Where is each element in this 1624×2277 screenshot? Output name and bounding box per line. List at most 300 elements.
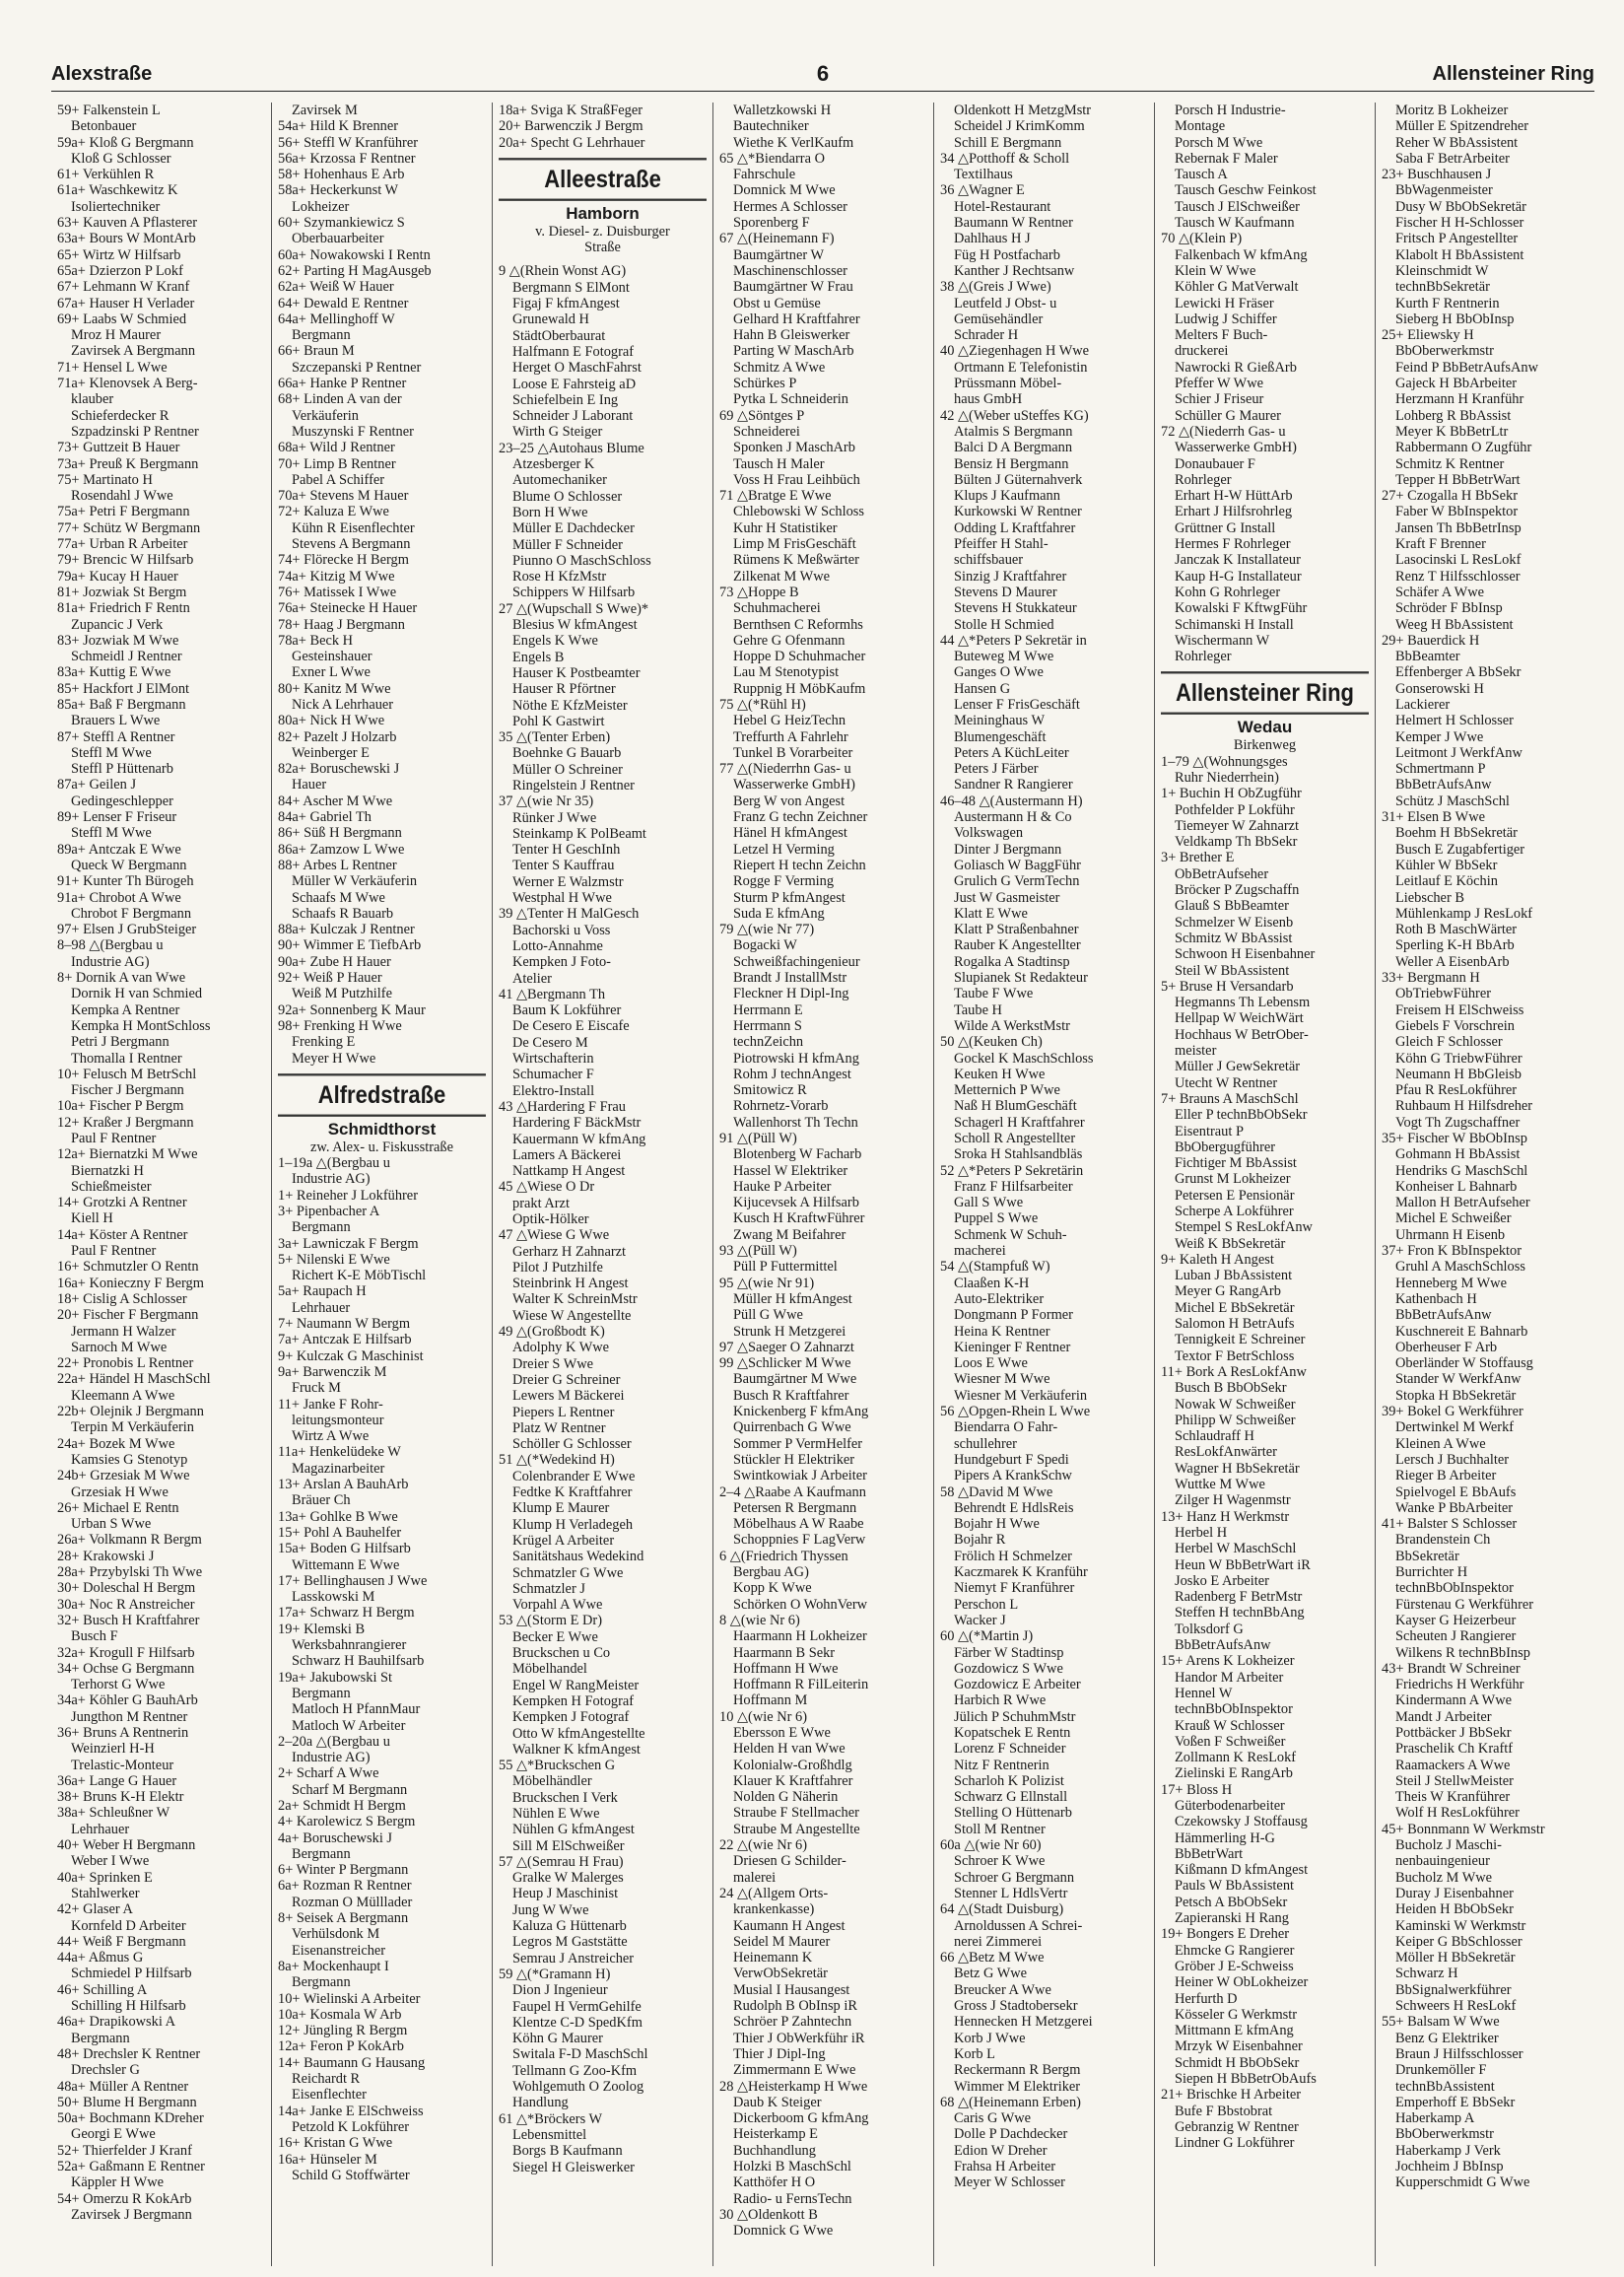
directory-entry-continuation: Piunno O MaschSchloss (512, 552, 651, 569)
directory-entry-continuation: Klups J Kaufmann (954, 488, 1060, 505)
directory-entry: 64a+ Mellinghoff W (278, 310, 395, 327)
directory-entry-continuation: Naß H BlumGeschäft (954, 1098, 1077, 1115)
directory-entry: 77a+ Urban R Arbeiter (57, 536, 188, 553)
directory-entry: 52a+ Gaßmann E Rentner (57, 2159, 205, 2174)
directory-entry-continuation: Frahsa H Arbeiter (954, 2159, 1056, 2174)
directory-entry-continuation: Erhart J Hilfsrohrleg (1175, 504, 1293, 520)
directory-entry-continuation: Edion W Dreher (954, 2142, 1048, 2159)
directory-entry-continuation: Donaubauer F (1175, 455, 1255, 472)
directory-entry-continuation: Faupel H VermGehilfe (512, 1998, 642, 2015)
directory-entry-continuation: Gohmann H BbAssist (1395, 1146, 1521, 1163)
directory-entry-continuation: Exner L Wwe (292, 664, 371, 681)
directory-entry-continuation: Bergmann (292, 1845, 351, 1862)
directory-entry-continuation: Baumgärtner W Frau (733, 279, 853, 296)
column-7 (1376, 103, 1596, 2266)
directory-entry: 82+ Pazelt J Holzarb (278, 728, 397, 745)
directory-entry-continuation: Krügel A Arbeiter (512, 1532, 615, 1549)
directory-entry: 28+ Krakowski J (57, 1548, 155, 1564)
directory-entry: 69+ Laabs W Schmied (57, 310, 187, 327)
directory-entry-continuation: Nitz F Rentnerin (954, 1757, 1049, 1773)
directory-entry-continuation: Rümens K Meßwärter (733, 552, 859, 569)
directory-entry-continuation: Dolle P Dachdecker (954, 2126, 1068, 2143)
directory-entry-continuation: Nolden G Näherin (733, 1789, 839, 1806)
directory-entry-continuation: Schieferdecker R (71, 407, 169, 424)
directory-entry: 17+ Bellinghausen J Wwe (278, 1572, 428, 1589)
directory-entry-continuation: Sperling K-H BbArb (1395, 937, 1515, 954)
directory-entry: 65a+ Dzierzon P Lokf (57, 262, 183, 279)
directory-entry-continuation: Schmidt H BbObSekr (1175, 2054, 1300, 2071)
directory-entry: 1–79 △(Wohnungsges (1161, 753, 1288, 770)
directory-entry-continuation: Lindner G Lokführer (1175, 2135, 1295, 2152)
directory-entry-continuation: nerei Zimmerei (954, 1933, 1043, 1950)
directory-entry-continuation: Erhart H-W HüttArb (1175, 488, 1293, 505)
directory-entry-continuation: Thomalla I Rentner (71, 1050, 182, 1067)
directory-entry: 7+ Naumann W Bergm (278, 1316, 411, 1333)
directory-entry-continuation: Rudolph B ObInsp iR (733, 1998, 857, 2015)
directory-entry-continuation: Siepen H BbBetrObAufs (1175, 2071, 1317, 2088)
directory-entry-continuation: Kusch H KraftwFührer (733, 1210, 865, 1227)
directory-entry: 23+ Buschhausen J (1382, 167, 1492, 183)
directory-entry-continuation: Kaup H-G Installateur (1175, 568, 1302, 585)
directory-entry: 88a+ Kulczak J Rentner (278, 922, 415, 938)
directory-entry-continuation: Walkner K kfmAngest (512, 1741, 641, 1758)
directory-entry-continuation: Terhorst G Wwe (71, 1677, 166, 1693)
directory-entry-continuation: Heiner W ObLokheizer (1175, 1974, 1309, 1991)
directory-entry-continuation: Bülten J Güternahverk (954, 471, 1083, 488)
directory-entry-continuation: Loos E Wwe (954, 1355, 1028, 1372)
directory-entry-continuation: Brauers L Wwe (71, 713, 161, 729)
directory-entry-continuation: Piepers L Rentner (512, 1404, 615, 1420)
directory-entry-continuation: Stopka H BbSekretär (1395, 1387, 1517, 1404)
directory-entry-continuation: Möller H BbSekretär (1395, 1950, 1516, 1966)
directory-entry-continuation: Industrie AG) (292, 1750, 371, 1766)
directory-entry-continuation: Rünker J Wwe (512, 809, 597, 826)
directory-entry-continuation: technBbAssistent (1395, 2078, 1495, 2095)
directory-entry-continuation: Schütz J MaschSchl (1395, 793, 1510, 809)
directory-entry: 65 △*Biendarra O (719, 150, 825, 167)
directory-entry-continuation: Industrie AG) (71, 953, 150, 970)
directory-entry: 53 △(Storm E Dr) (499, 1613, 602, 1629)
directory-entry-continuation: Bautechniker (733, 118, 809, 135)
directory-entry: 40+ Weber H Bergmann (57, 1837, 196, 1854)
directory-entry-continuation: Busch R Kraftfahrer (733, 1387, 849, 1404)
directory-entry-continuation: Rauber K Angestellter (954, 937, 1081, 954)
directory-entry-continuation: Brandt J InstallMstr (733, 970, 847, 987)
directory-entry-continuation: BbObergugführer (1175, 1138, 1276, 1155)
directory-entry-continuation: Melters F Buch- (1175, 327, 1268, 344)
directory-entry-continuation: Schmiedel P Hilfsarb (71, 1966, 192, 1982)
directory-entry-continuation: Zavirsek A Bergmann (71, 343, 196, 360)
directory-entry-continuation: Steffen H technBbAng (1175, 1605, 1305, 1622)
directory-entry-continuation: Rebernak F Maler (1175, 150, 1278, 167)
directory-entry: 54a+ Hild K Brenner (278, 118, 399, 135)
directory-entry-continuation: Schüller G Maurer (1175, 407, 1281, 424)
directory-entry: 9 △(Rhein Wonst AG) (499, 263, 627, 280)
directory-entry-continuation: Jermann H Walzer (71, 1323, 176, 1340)
directory-entry-continuation: Weinberger E (292, 744, 370, 761)
directory-entry: 67a+ Hauser H Verlader (57, 295, 195, 311)
directory-entry-continuation: Lohberg R BbAssist (1395, 407, 1512, 424)
directory-entry-continuation: Kloß G Schlosser (71, 150, 171, 167)
directory-entry-continuation: Handor M Arbeiter (1175, 1669, 1284, 1686)
directory-entry-continuation: BbSekretär (1395, 1548, 1459, 1564)
directory-entry-continuation: Schroer K Wwe (954, 1853, 1046, 1870)
directory-entry-continuation: Matloch H PfannMaur (292, 1701, 421, 1718)
directory-entry: 24b+ Grzesiak M Wwe (57, 1468, 190, 1484)
directory-entry-continuation: Vorpahl A Wwe (512, 1597, 603, 1614)
directory-entry-continuation: Weiß K BbSekretär (1175, 1235, 1286, 1252)
directory-entry: 49 △(Großbodt K) (499, 1324, 605, 1341)
directory-entry: 71a+ Klenovsek A Berg- (57, 376, 198, 392)
directory-entry-continuation: Gozdowicz S Wwe (954, 1660, 1063, 1677)
directory-entry-continuation: Rogalka A Stadtinsp (954, 953, 1070, 970)
directory-entry: 80+ Kanitz M Wwe (278, 680, 391, 697)
directory-entry: 27 △(Wupschall S Wwe)* (499, 600, 649, 617)
directory-entry-continuation: Freisem H ElSchweiss (1395, 1001, 1524, 1018)
directory-entry: 71+ Hensel L Wwe (57, 359, 168, 376)
directory-entry-continuation: Hegmanns Th Lebensm (1175, 995, 1311, 1011)
directory-entry: 13+ Arslan A BauhArb (278, 1477, 409, 1493)
directory-entry-continuation: Weiß M Putzhilfe (292, 986, 392, 1002)
directory-entry-continuation: Schmitz A Wwe (733, 359, 826, 376)
directory-entry-continuation: Gruhl A MaschSchloss (1395, 1259, 1525, 1276)
directory-entry: 56+ Steffl W Kranführer (278, 134, 418, 151)
directory-entry-continuation: Wagner H BbSekretär (1175, 1460, 1300, 1477)
directory-entry: 52 △*Peters P Sekretärin (940, 1162, 1084, 1179)
column-5 (934, 103, 1155, 2266)
directory-entry: 41+ Balster S Schlosser (1382, 1516, 1518, 1533)
directory-entry-continuation: Scharf M Bergmann (292, 1781, 408, 1798)
directory-entry-continuation: Bergmann (292, 1219, 351, 1236)
street-note: Birkenweg (1233, 737, 1297, 754)
directory-entry-continuation: Rosendahl J Wwe (71, 488, 173, 505)
directory-entry: 1–19a △(Bergbau u (278, 1155, 390, 1172)
directory-entry-continuation: Gajeck H BbArbeiter (1395, 376, 1518, 392)
directory-entry-continuation: Pabel A Schiffer (292, 471, 385, 488)
directory-entry-continuation: Reher W BbAssistent (1395, 134, 1519, 151)
directory-entry: 36a+ Lange G Hauer (57, 1772, 177, 1789)
directory-entry-continuation: Harbich R Wwe (954, 1692, 1047, 1709)
directory-entry-continuation: Gebranzig W Rentner (1175, 2118, 1299, 2135)
directory-entry-continuation: Uhrmann H Eisenb (1395, 1226, 1506, 1243)
directory-entry-continuation: Heisterkamp E (733, 2126, 818, 2143)
directory-entry: 20+ Barwenczik J Bergm (499, 118, 643, 135)
directory-entry-continuation: Stahlwerker (71, 1885, 140, 1901)
directory-entry-continuation: Nöthe E KfzMeister (512, 697, 628, 714)
directory-entry-continuation: Müller E Dachdecker (512, 520, 635, 537)
directory-entry-continuation: Herget O MaschFahrst (512, 360, 642, 377)
directory-entry-continuation: Baumgärtner W (733, 246, 825, 263)
directory-entry: 63+ Kauven A Pflasterer (57, 215, 197, 232)
directory-entry-continuation: Wirtschafterin (512, 1051, 594, 1068)
directory-entry-continuation: Figaj F kfmAngest (512, 296, 620, 312)
directory-entry-continuation: Zavirsek M (292, 103, 358, 118)
directory-entry-continuation: Textor F BetrSchloss (1175, 1347, 1295, 1364)
directory-entry-continuation: Kieninger F Rentner (954, 1339, 1071, 1355)
directory-entry-continuation: Seidel M Maurer (733, 1933, 831, 1950)
street-note: Straße (584, 240, 621, 256)
directory-entry-continuation: Piotrowski H kfmAng (733, 1050, 859, 1067)
directory-entry-continuation: klauber (71, 391, 114, 408)
directory-entry-continuation: Schier J Friseur (1175, 391, 1264, 408)
directory-entry-continuation: Pilot J Putzhilfe (512, 1259, 603, 1276)
directory-entry: 44 △*Peters P Sekretär in (940, 632, 1087, 649)
directory-entry-continuation: Möbelhaus A W Raabe (733, 1516, 864, 1533)
directory-entry-continuation: Taube F Wwe (954, 986, 1034, 1002)
directory-entry: 91a+ Chrobot A Wwe (57, 889, 181, 906)
directory-entry: 40 △Ziegenhagen H Wwe (940, 343, 1090, 360)
directory-entry-continuation: Grüttner G Install (1175, 519, 1276, 536)
directory-entry: 14a+ Köster A Rentner (57, 1226, 188, 1243)
directory-entry: 10+ Wielinski A Arbeiter (278, 1990, 421, 2007)
directory-entry-continuation: Tenter S Kauffrau (512, 858, 615, 874)
directory-entry: 68+ Linden A van der (278, 391, 402, 408)
directory-entry-continuation: Kempka A Rentner (71, 1001, 180, 1018)
directory-entry-continuation: Hardering F BäckMstr (512, 1115, 642, 1132)
directory-entry-continuation: Gemüsehändler (954, 310, 1044, 327)
directory-entry-continuation: Bergmann (292, 1685, 351, 1701)
directory-entry-continuation: Tausch A (1175, 167, 1228, 183)
directory-entry: 79 △(wie Nr 77) (719, 922, 815, 938)
directory-entry-continuation: Industrie AG) (292, 1171, 371, 1188)
directory-entry-continuation: Kempken J Fotograf (512, 1709, 630, 1726)
directory-entry: 64+ Dewald E Rentner (278, 295, 409, 311)
directory-entry-continuation: Meininghaus W (954, 713, 1046, 729)
directory-entry-continuation: Utecht W Rentner (1175, 1074, 1278, 1091)
directory-entry-continuation: Kühler W BbSekr (1395, 857, 1498, 873)
directory-entry: 91 △(Püll W) (719, 1131, 797, 1146)
directory-entry-continuation: Rohrleger (1175, 649, 1232, 665)
directory-entry: 51 △(*Wedekind H) (499, 1452, 615, 1469)
directory-entry-continuation: Pohl K Gastwirt (512, 713, 605, 729)
directory-entry-continuation: Queck W Bergmann (71, 857, 187, 873)
directory-entry-continuation: Köhn G TriebwFührer (1395, 1050, 1522, 1067)
directory-entry-continuation: Hauer (292, 777, 327, 794)
directory-entry-continuation: Bucholz M Wwe (1395, 1869, 1493, 1886)
directory-entry-continuation: Caris G Wwe (954, 2110, 1032, 2127)
directory-entry-continuation: Textilhaus (954, 167, 1013, 183)
directory-entry: 6 △(Friedrich Thyssen (719, 1548, 848, 1564)
directory-entry-continuation: Hoffmann R FilLeiterin (733, 1677, 869, 1693)
directory-entry-continuation: Sommer P VermHelfer (733, 1435, 863, 1452)
directory-entry-continuation: Weinzierl H-H (71, 1741, 155, 1758)
directory-entry-continuation: Gonserowski H (1395, 680, 1484, 697)
directory-entry-continuation: Leitlauf E Köchin (1395, 873, 1498, 890)
directory-entry-continuation: BbSignalwerkführer (1395, 1981, 1512, 1998)
directory-entry: 43+ Brandt W Schreiner (1382, 1660, 1521, 1677)
directory-entry: 98+ Frenking H Wwe (278, 1017, 402, 1034)
directory-entry-continuation: De Cesero E Eiscafe (512, 1018, 630, 1035)
directory-entry-continuation: Nawrocki R GießArb (1175, 359, 1297, 376)
directory-entry-continuation: Reichardt R (292, 2071, 361, 2088)
directory-entry-continuation: Platz W Rentner (512, 1419, 606, 1436)
directory-entry-continuation: Jungthon M Rentner (71, 1708, 188, 1725)
directory-entry: 62a+ Weiß W Hauer (278, 279, 394, 296)
directory-entry-continuation: Domnick M Wwe (733, 182, 836, 199)
directory-entry-continuation: Austermann H & Co (954, 809, 1072, 826)
directory-entry-continuation: Fischer H H-Schlosser (1395, 215, 1524, 232)
directory-entry: 65+ Wirtz W Hilfsarb (57, 246, 181, 263)
directory-entry-continuation: nenbauingenieur (1395, 1853, 1490, 1870)
directory-entry-continuation: Bucholz J Maschi- (1395, 1837, 1502, 1854)
directory-entry: 60a+ Nowakowski I Rentn (278, 246, 431, 263)
directory-entry: 14+ Grotzki A Rentner (57, 1195, 187, 1211)
directory-entry-continuation: Eisenanstreicher (292, 1942, 386, 1959)
directory-entry-continuation: Swintkowiak J Arbeiter (733, 1468, 867, 1484)
directory-entry-continuation: Müller F Schneider (512, 536, 623, 553)
directory-entry: 10a+ Kosmala W Arb (278, 2006, 402, 2023)
directory-entry-continuation: Kolonialw-Großhdlg (733, 1757, 852, 1773)
directory-entry-continuation: Optik-Hölker (512, 1211, 589, 1227)
directory-entry-continuation: Suda E kfmAng (733, 905, 825, 922)
directory-entry: 16+ Kristan G Wwe (278, 2135, 393, 2152)
directory-entry-continuation: Tenter H GeschInh (512, 842, 621, 859)
directory-entry-continuation: Wischermann W (1175, 632, 1270, 649)
directory-entry: 15a+ Boden G Hilfsarb (278, 1541, 411, 1557)
directory-entry-continuation: Taube H (954, 1001, 1002, 1018)
directory-entry-continuation: Urban S Wwe (71, 1516, 152, 1533)
directory-entry-continuation: Reckermann R Bergm (954, 2062, 1081, 2079)
directory-entry-continuation: Moritz B Lokheizer (1395, 103, 1509, 118)
directory-entry-continuation: Lackierer (1395, 696, 1451, 713)
directory-entry-continuation: Zielinski E RangArb (1175, 1765, 1293, 1782)
directory-entry-continuation: Richert K-E MöbTischl (292, 1268, 427, 1284)
directory-entry-continuation: Automechaniker (512, 472, 607, 489)
directory-entry-continuation: Leutfeld J Obst- u (954, 295, 1057, 311)
directory-entry-continuation: Wallenhorst Th Techn (733, 1114, 858, 1131)
directory-entry-continuation: Janczak K Installateur (1175, 552, 1301, 569)
directory-entry-continuation: Krauß W Schlosser (1175, 1717, 1285, 1734)
directory-entry-continuation: haus GmbH (954, 391, 1023, 408)
directory-entry-continuation: Köhn G Maurer (512, 2031, 603, 2047)
directory-entry-continuation: Oberländer W Stoffausg (1395, 1355, 1533, 1372)
directory-entry: 61+ Verkühlen R (57, 167, 155, 183)
directory-entry: 35+ Fischer W BbObInsp (1382, 1131, 1527, 1146)
directory-entry: 14+ Baumann G Hausang (278, 2054, 426, 2071)
directory-entry-continuation: Klump E Maurer (512, 1500, 610, 1517)
directory-entry: 46+ Schilling A (57, 1981, 148, 1998)
directory-entry-continuation: Strunk H Metzgerei (733, 1323, 846, 1340)
directory-entry-continuation: Schuhmacherei (733, 600, 821, 617)
directory-entry-continuation: Dusy W BbObSekretär (1395, 198, 1526, 215)
directory-entry: 79a+ Kucay H Hauer (57, 568, 178, 585)
directory-entry: 7+ Brauns A MaschSchl (1161, 1090, 1299, 1107)
directory-entry-continuation: Schmatzler G Wwe (512, 1564, 624, 1581)
directory-entry-continuation: Hauser K Postbeamter (512, 664, 641, 681)
directory-entry-continuation: Steffl P Hüttenarb (71, 761, 173, 778)
directory-entry-continuation: Zilkenat M Wwe (733, 568, 831, 585)
directory-entry-continuation: Arnoldussen A Schrei- (954, 1917, 1083, 1934)
directory-entry: 99 △Schlicker M Wwe (719, 1355, 851, 1372)
directory-entry-continuation: Müller H kfmAngest (733, 1290, 852, 1307)
directory-entry: 70 △(Klein P) (1161, 231, 1243, 247)
directory-entry: 38+ Bruns K-H Elektr (57, 1789, 184, 1806)
directory-entry: 8–98 △(Bergbau u (57, 937, 164, 954)
directory-entry-continuation: Wolf H ResLokführer (1395, 1805, 1520, 1822)
directory-entry-continuation: leitungsmonteur (292, 1412, 384, 1428)
directory-entry: 12+ Kraßer J Bergmann (57, 1114, 194, 1131)
directory-entry-continuation: Radenberg F BetrMstr (1175, 1589, 1303, 1606)
directory-entry-continuation: Wilde A WerkstMstr (954, 1017, 1070, 1034)
directory-entry: 11+ Janke F Rohr- (278, 1396, 383, 1413)
street-heading: Alfredstraße (278, 1073, 486, 1117)
directory-entry-continuation: Semrau J Anstreicher (512, 1950, 635, 1966)
header-right-street: Allensteiner Ring (1432, 63, 1594, 85)
directory-entry: 20a+ Specht G Lehrhauer (499, 134, 645, 151)
directory-entry-continuation: Gralke W Malerges (512, 1870, 624, 1887)
directory-entry: 11+ Bork A ResLokfAnw (1161, 1363, 1307, 1380)
directory-entry: 16+ Schmutzler O Rentn (57, 1259, 199, 1276)
directory-entry-continuation: Knickenberg F kfmAng (733, 1404, 869, 1420)
directory-entry-continuation: Siegel H Gleiswerker (512, 2159, 635, 2175)
directory-entry-continuation: Hellpap W WeichWärt (1175, 1010, 1304, 1027)
directory-entry-continuation: Straube F Stellmacher (733, 1805, 859, 1822)
directory-entry: 11a+ Henkelüdeke W (278, 1444, 401, 1461)
directory-entry-continuation: Roth B MaschWärter (1395, 922, 1518, 938)
directory-entry: 69 △Söntges P (719, 407, 805, 424)
directory-entry: 68a+ Wild J Rentner (278, 440, 395, 456)
directory-entry: 84a+ Gabriel Th (278, 809, 372, 826)
directory-entry-continuation: Blumengeschäft (954, 728, 1047, 745)
directory-entry-continuation: Born H Wwe (512, 504, 588, 520)
directory-entry-continuation: Hänel H kfmAngest (733, 825, 847, 842)
directory-entry-continuation: Schill E Bergmann (954, 134, 1062, 151)
directory-entry: 62+ Parting H MagAusgeb (278, 262, 432, 279)
directory-entry-continuation: Montage (1175, 118, 1226, 135)
directory-entry-continuation: Kowalski F KftwgFühr (1175, 600, 1308, 617)
directory-entry: 24 △(Allgem Orts- (719, 1885, 829, 1901)
directory-entry: 66+ Braun M (278, 343, 355, 360)
directory-entry-continuation: Tellmann G Zoo-Kfm (512, 2062, 638, 2079)
directory-entry-continuation: Franz F Hilfsarbeiter (954, 1178, 1073, 1195)
directory-entry-continuation: Praschelik Ch Kraftf (1395, 1741, 1514, 1758)
directory-entry-continuation: Faber W BbInspektor (1395, 504, 1519, 520)
directory-entry-continuation: Weber I Wwe (71, 1853, 150, 1870)
directory-entry-continuation: Schöller G Schlosser (512, 1436, 632, 1453)
directory-entry-continuation: Szczepanski P Rentner (292, 359, 422, 376)
directory-entry: 50 △(Keuken Ch) (940, 1034, 1043, 1051)
directory-entry-continuation: Sarnoch M Wwe (71, 1339, 168, 1355)
directory-entry-continuation: Kleinschmidt W (1395, 262, 1489, 279)
directory-entry-continuation: Gehre G Ofenmann (733, 632, 846, 649)
directory-entry: 81+ Jozwiak St Bergm (57, 584, 187, 600)
directory-entry-continuation: Maschinenschlosser (733, 262, 847, 279)
directory-entry-continuation: Gelhard H Kraftfahrer (733, 310, 860, 327)
directory-entry: 29+ Bauerdick H (1382, 632, 1480, 649)
directory-entry: 85a+ Baß F Bergmann (57, 696, 186, 713)
directory-entry-continuation: Voss H Frau Leihbüch (733, 471, 860, 488)
directory-entry: 12a+ Biernatzki M Wwe (57, 1146, 198, 1163)
directory-entry-continuation: Odding L Kraftfahrer (954, 519, 1076, 536)
directory-entry-continuation: Auto-Elektriker (954, 1290, 1045, 1307)
directory-entry: 58 △David M Wwe (940, 1484, 1053, 1500)
directory-entry-continuation: Müller O Schreiner (512, 761, 623, 778)
directory-entry: 66 △Betz M Wwe (940, 1950, 1045, 1966)
directory-entry: 46–48 △(Austermann H) (940, 793, 1083, 809)
directory-entry: 75 △(*Rühl H) (719, 696, 806, 713)
directory-entry: 12a+ Feron P KokArb (278, 2038, 404, 2055)
directory-entry: 2–20a △(Bergbau u (278, 1733, 390, 1750)
directory-entry-continuation: Loose E Fahrsteig aD (512, 376, 637, 392)
directory-entry: 44a+ Aßmus G (57, 1950, 144, 1966)
directory-entry-continuation: Bruckschen u Co (512, 1645, 611, 1662)
directory-entry-continuation: Pfeffer W Wwe (1175, 376, 1264, 392)
directory-entry-continuation: Georgi E Wwe (71, 2126, 156, 2143)
directory-entry-continuation: Mallon H BetrAufseher (1395, 1195, 1530, 1211)
directory-entry-continuation: Josko E Arbeiter (1175, 1572, 1269, 1589)
directory-entry-continuation: Bröcker P Zugschaffn (1175, 882, 1300, 899)
directory-entry-continuation: Stevens H Stukkateur (954, 600, 1077, 617)
